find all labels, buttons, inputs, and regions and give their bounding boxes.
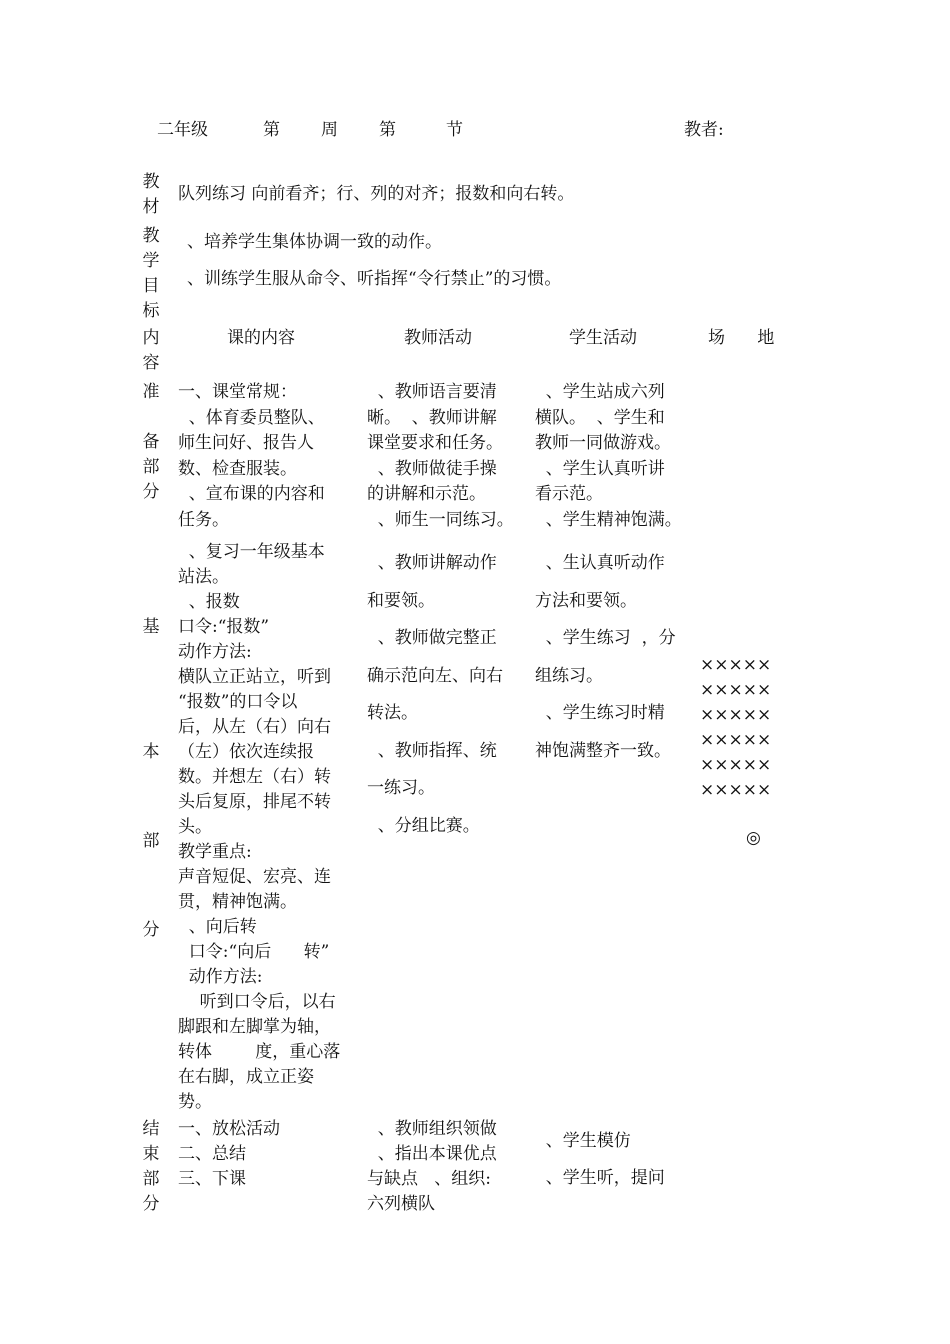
prep-content-line: 、宣布课的内容和 bbox=[178, 484, 325, 504]
field-row: ××××× bbox=[700, 655, 772, 675]
material-text: 队列练习 向前看齐；行、列的对齐；报数和向右转。 bbox=[178, 184, 575, 204]
field-row: ××××× bbox=[700, 705, 772, 725]
main-content-line: 在右脚，成立正姿 bbox=[178, 1067, 314, 1087]
main-content-line: 头。 bbox=[178, 817, 212, 837]
prep-teacher-line: 课堂要求和任务。 bbox=[367, 433, 503, 453]
prep-student-line: 、学生精神饱满。 bbox=[535, 509, 682, 530]
prep-student-line: 看示范。 bbox=[535, 484, 603, 504]
end-content bbox=[178, 1117, 280, 1192]
prep-student-activity bbox=[535, 380, 687, 533]
main-content-line: 数。并想左（右）转 bbox=[178, 767, 331, 787]
end-student-line: 、学生模仿 bbox=[535, 1131, 631, 1151]
main-content-line: 教学重点: bbox=[178, 842, 252, 862]
label-material: 教 材 bbox=[142, 172, 160, 217]
prep-content-line: 师生问好、报告人 bbox=[178, 433, 314, 453]
prep-content-line: 任务。 bbox=[178, 509, 229, 530]
main-content-line: 动作方法: bbox=[178, 967, 263, 987]
prep-content bbox=[178, 380, 350, 533]
main-content-line: （左）依次连续报 bbox=[178, 742, 314, 762]
label-content: 内 容 bbox=[142, 328, 160, 373]
label-end: 结 束 部 分 bbox=[142, 1119, 160, 1214]
main-content-line: 、报数 bbox=[178, 592, 240, 612]
prep-student-line: 、学生认真听讲 bbox=[535, 458, 665, 479]
prep-content-line: 数、检查服装。 bbox=[178, 458, 297, 479]
end-student-line: 、学生听，提问 bbox=[535, 1168, 665, 1188]
main-student-line: 、学生练习 ，分 bbox=[535, 628, 676, 648]
prep-student-line: 、学生站成六列 bbox=[535, 382, 665, 402]
main-student-line: 、学生练习时精 bbox=[535, 703, 665, 723]
main-student-line: 组练习。 bbox=[535, 665, 603, 686]
end-content-line: 一、放松活动 bbox=[178, 1119, 280, 1139]
main-content-line: 声音短促、宏亮、连 bbox=[178, 867, 331, 887]
main-content-line: 贯，精神饱满。 bbox=[178, 892, 297, 912]
main-content-line: 站法。 bbox=[178, 567, 229, 587]
main-teacher-line: 转法。 bbox=[367, 703, 418, 723]
end-teacher-activity bbox=[367, 1117, 519, 1217]
main-content bbox=[178, 540, 350, 1115]
grade-label: 二年级 bbox=[157, 120, 208, 140]
col-field-header: 场 地 bbox=[708, 328, 775, 348]
prep-teacher-line: 、师生一同练习。 bbox=[367, 509, 514, 530]
goal-2: 、训练学生服从命令、听指挥“令行禁止”的习惯。 bbox=[187, 269, 562, 289]
main-content-line: 势。 bbox=[178, 1092, 212, 1112]
col-teacher-header: 教师活动 bbox=[404, 328, 472, 348]
end-content-line: 二、总结 bbox=[178, 1144, 246, 1164]
lesson-suffix: 节 bbox=[446, 120, 463, 140]
end-teacher-line: 、指出本课优点 bbox=[367, 1144, 497, 1164]
end-teacher-line: 、教师组织领做 bbox=[367, 1119, 497, 1139]
prep-student-line: 横队。 、学生和 bbox=[535, 407, 665, 428]
label-prep: 准 备 部 分 bbox=[142, 382, 160, 502]
main-student-activity bbox=[535, 545, 687, 770]
col-content-header: 课的内容 bbox=[227, 328, 295, 348]
main-content-line: 、复习一年级基本 bbox=[178, 542, 325, 562]
main-teacher-line: 、教师做完整正 bbox=[367, 628, 497, 648]
main-content-line: 口令:“向后 转” bbox=[178, 942, 330, 962]
field-row: ××××× bbox=[700, 755, 772, 775]
week-prefix: 第 bbox=[263, 120, 280, 140]
prep-content-line: 一、课堂常规： bbox=[178, 382, 297, 402]
main-content-line: “报数”的口令以 bbox=[178, 692, 298, 712]
prep-teacher-line: 的讲解和示范。 bbox=[367, 484, 486, 504]
lesson-prefix: 第 bbox=[379, 120, 396, 140]
main-content-line: 后，从左（右）向右 bbox=[178, 717, 331, 737]
main-content-line: 动作方法: bbox=[178, 642, 252, 662]
goal-1: 、培养学生集体协调一致的动作。 bbox=[187, 232, 442, 252]
main-teacher-line: 一练习。 bbox=[367, 778, 435, 798]
main-student-line: 方法和要领。 bbox=[535, 590, 637, 611]
main-teacher-line: 、教师指挥、统 bbox=[367, 740, 497, 761]
main-teacher-activity bbox=[367, 545, 519, 845]
main-teacher-line: 、教师讲解动作 bbox=[367, 553, 497, 573]
main-content-line: 横队立正站立，听到 bbox=[178, 667, 331, 687]
week-suffix: 周 bbox=[321, 120, 338, 140]
main-content-line: 脚跟和左脚掌为轴， bbox=[178, 1017, 331, 1037]
prep-teacher-line: 晰。 、教师讲解 bbox=[367, 407, 497, 428]
prep-content-line: 、体育委员整队、 bbox=[178, 407, 325, 428]
field-row: ××××× bbox=[700, 780, 772, 800]
main-content-line: 听到口令后，以右 bbox=[178, 992, 336, 1012]
prep-teacher-line: 、教师做徒手操 bbox=[367, 458, 497, 479]
teacher-label: 教者: bbox=[684, 120, 724, 140]
main-student-line: 、生认真听动作 bbox=[535, 553, 665, 573]
main-teacher-line: 确示范向左、向右 bbox=[367, 665, 503, 686]
main-teacher-line: 、分组比赛。 bbox=[367, 815, 480, 836]
field-row: ××××× bbox=[700, 680, 772, 700]
field-formation bbox=[700, 653, 771, 803]
main-content-line: 口令:“报数” bbox=[178, 617, 270, 637]
end-teacher-line: 六列横队 bbox=[367, 1194, 435, 1214]
end-content-line: 三、下课 bbox=[178, 1169, 246, 1189]
prep-student-line: 教师一同做游戏。 bbox=[535, 433, 671, 453]
label-main: 基 本 部 分 bbox=[142, 617, 160, 940]
main-content-line: 转体 度，重心落 bbox=[178, 1042, 341, 1062]
col-student-header: 学生活动 bbox=[569, 328, 637, 348]
prep-teacher-line: 、教师语言要清 bbox=[367, 382, 497, 402]
prep-teacher-activity bbox=[367, 380, 519, 533]
teacher-position-mark: ◎ bbox=[746, 828, 761, 848]
main-teacher-line: 和要领。 bbox=[367, 590, 435, 611]
main-content-line: 头后复原，排尾不转 bbox=[178, 792, 331, 812]
end-teacher-line: 与缺点 、组织: bbox=[367, 1169, 491, 1189]
field-row: ××××× bbox=[700, 730, 772, 750]
end-student-activity bbox=[535, 1123, 665, 1197]
main-content-line: 、向后转 bbox=[178, 917, 257, 937]
main-student-line: 神饱满整齐一致。 bbox=[535, 740, 671, 761]
label-goal: 教 学 目 标 bbox=[142, 226, 160, 321]
